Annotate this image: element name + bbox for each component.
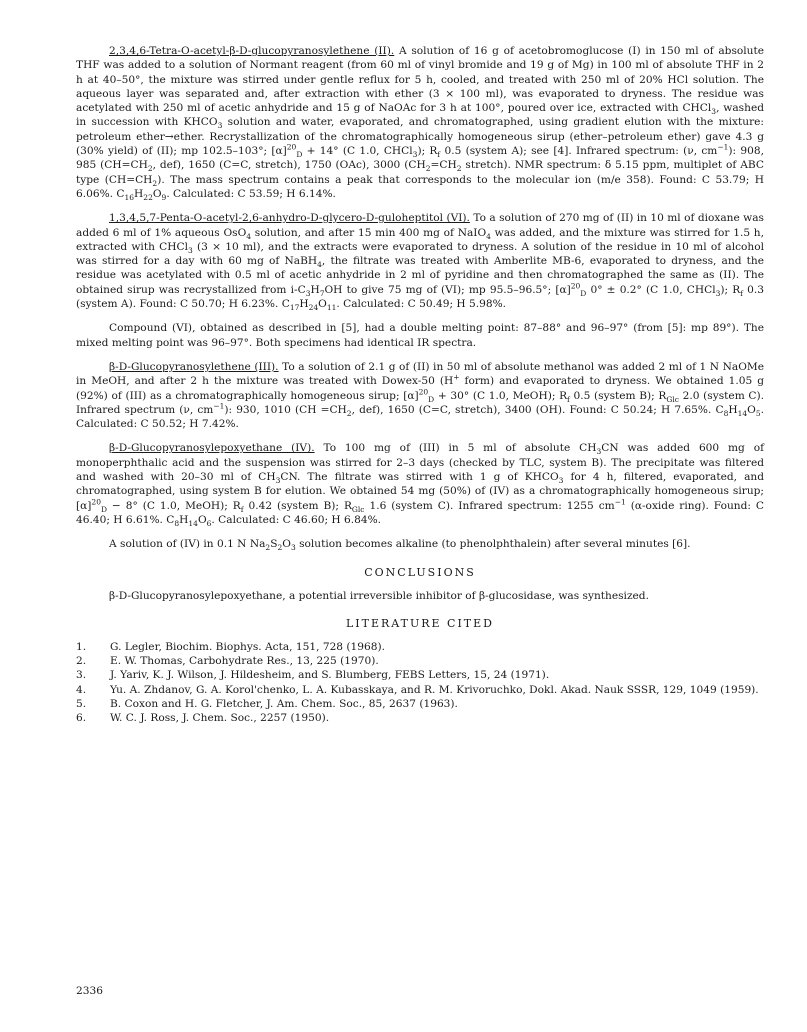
compound-heading: 1,3,4,5,7-Penta-O-acetyl-2,6-anhydro-D-glycero-D-guloheptitol (VI). (109, 212, 470, 225)
reference-item (76, 711, 764, 725)
literature-heading: LITERATURE CITED (345, 616, 494, 630)
paragraph-text: To 100 mg of (III) in 5 ml of absolute $CH_3CN$ was added 600 mg of monoperphthalic acid and the suspension was stirred for 2–3 days (checked by TLC, system B). The precipitate was filtered and washed with 20–30 ml of $CH_3CN$. The filtrate was stirred with 1 g of $KHCO_3$ for 4 h, filtered, evaporated, and chromatographed, using system B for elution. We obtained 54 mg (50%) of (IV) as a chromatographically homogeneous sirup; $[\alpha]^{20}_D - 8^\circ$ (C 1.0, MeOH); $R_f$ 0.42 (system B); $R_{Glc}$ 1.6 (system C). Infrared spectrum: 1255 $cm^{-1}$ (α-oxide ring). Found: C 46.40; H 6.61%. $C_8H_{14}O_6$. Calculated: C 46.60; H 6.84%. (76, 442, 764, 529)
reference-list (76, 640, 764, 726)
paragraph (76, 321, 764, 350)
reference-number: 2. (76, 655, 87, 668)
paragraph-text: A solution of (IV) in 0.1 N $Na_2S_2O_3$ solution becomes alkaline (to phenolphthalein) after several minutes [6]. (109, 538, 691, 553)
paragraph-text: Compound (VI), obtained as described in [5], had a double melting point: 87–88° and 96–97° (from [5]: mp 89°). The mixed melting point was 96–97°. Both specimens had identical IR spectra. (76, 322, 764, 349)
reference-number: 5. (76, 697, 87, 710)
reference-text: B. Coxon and H. G. Fletcher, J. Am. Chem. Soc., 85, 2637 (1963). (110, 697, 458, 710)
article-body (76, 44, 764, 726)
reference-number: 6. (76, 712, 87, 725)
conclusions-heading: CONCLUSIONS (364, 565, 476, 579)
paragraph (76, 360, 764, 431)
reference-item (76, 683, 764, 697)
paragraph-text: To a solution of 2.1 g of (II) in 50 ml of absolute methanol was added 2 ml of 1 N NaOMe in MeOH, and after 2 h the mixture was treated with Dowex-50 (H+ form) and evaporated to dryness. We obtained 1.05 g (92%) of (III) as a chromatographically homogeneous sirup; $[\alpha]^{20}_D + 30^\circ$ (C 1.0, MeOH); $R_f$ 0.5 (system B); $R_{Glc}$ 2.0 (system C). Infrared spectrum (ν, $cm^{-1}$): 930, 1010 ($CH =CH_2$, def), 1650 (C=C, stretch), 3400 (OH). Found: C 50.24; H 7.65%. $C_8H_{14}O_5$. Calculated: C 50.52; H 7.42%. (76, 360, 765, 431)
paragraph (76, 211, 764, 311)
reference-item (76, 640, 764, 654)
reference-text: W. C. J. Ross, J. Chem. Soc., 2257 (1950). (110, 712, 330, 725)
reference-item (76, 668, 764, 682)
compound-heading: β-D-Glucopyranosylepoxyethane (IV). (109, 442, 315, 455)
reference-number: 1. (76, 640, 87, 653)
paragraph (76, 537, 764, 551)
compound-heading: β-D-Glucopyranosylethene (III). (109, 360, 279, 373)
compound-heading: 2,3,4,6-Tetra-O-acetyl-β-D-glucopyranosylethene (II). (109, 45, 395, 57)
page-number: 2336 (76, 985, 103, 997)
paragraph-text: A solution of 16 g of acetobromoglucose (I) in 150 ml of absolute THF was added to a solution of Normant reagent (from 60 ml of vinyl bromide and 19 g of Mg) in 100 ml of absolute THF in 2 h at 40–50°, the mixture was stirred under gentle reflux for 5 h, cooled, and treated with 250 ml of 20% HCl solution. The aqueous layer was separated and, after extraction with ether (3 × 100 ml), was evaporated to dryness. The residue was acetylated with 250 ml of acetic anhydride and 15 g of NaOAc for 3 h at 100°, poured over ice, extracted with CHCl$_3$, washed in succession with $KHCO_3$ solution and water, evaporated, and chromatographed, using gradient elution with the mixture: petroleum ether→ether. Recrystallization of the chromatographically homogeneous sirup (ether–petroleum ether) gave 4.3 g (30% yield) of (II); mp 102.5–103°; $[\alpha]^{20}_D + 14^\circ$ (C 1.0, CHCl$_3$); $R_f$ 0.5 (system A); see [4]. Infrared spectrum: (ν, $cm^{-1}$): 908, 985 ($CH=CH_2$, def), 1650 (C=C, stretch), 1750 (OAc), 3000 ($CH_2=CH_2$ stretch). NMR spectrum: δ 5.15 ppm, multiplet of ABC type $(CH=CH_2)$. The mass spectrum contains a peak that corresponds to the molecular ion (m/e 358). Found: C 53.79; H 6.06%. $C_{16}H_{22}O_9$. Calculated: C 53.59; H 6.14%. (76, 45, 765, 203)
reference-text: Yu. A. Zhdanov, G. A. Korol'chenko, L. A. Kubasskaya, and R. M. Krivoruchko, Dokl. Akad. Nauk SSSR, 129, 1049 (1959). (110, 683, 759, 696)
experimental-section (76, 44, 764, 552)
reference-item (76, 697, 764, 711)
paragraph (76, 441, 764, 527)
conclusions-text: β-D-Glucopyranosylepoxyethane, a potential irreversible inhibitor of β-glucosidase, was synthesized. (109, 589, 649, 602)
reference-number: 3. (76, 669, 87, 682)
paragraph (76, 44, 764, 201)
reference-text: J. Yariv, K. J. Wilson, J. Hildesheim, and S. Blumberg, FEBS Letters, 15, 24 (1971). (110, 669, 550, 682)
reference-item (76, 654, 764, 668)
reference-text: E. W. Thomas, Carbohydrate Res., 13, 225 (1970). (110, 655, 379, 668)
reference-number: 4. (76, 683, 87, 696)
reference-text: G. Legler, Biochim. Biophys. Acta, 151, 728 (1968). (110, 640, 386, 653)
paragraph-text: To a solution of 270 mg of (II) in 10 ml of dioxane was added 6 ml of 1% aqueous OsO$_4$ solution, and after 15 min 400 mg of NaIO$_4$ was added, and the mixture was stirred for 1.5 h, extracted with CHCl$_3$ (3 × 10 ml), and the extracts were evaporated to dryness. A solution of the residue in 10 ml of alcohol was stirred for a day with 60 mg of NaBH$_4$, the filtrate was treated with Amberlite MB-6, evaporated to dryness, and the residue was acetylated with 0.5 ml of acetic anhydride in 2 ml of pyridine and then chromatographed the same as (II). The obtained sirup was recrystallized from $i-C_3H_7OH$ to give 75 mg of (VI); mp 95.5–96.5°; $[\alpha]^{20}_D$ 0° ± 0.2° (C 1.0, CHCl$_3$); $R_f$ 0.3 (system A). Found: C 50.70; H 6.23%. $C_{17}H_{24}O_{11}$. Calculated: C 50.49; H 5.98%. (76, 212, 765, 313)
